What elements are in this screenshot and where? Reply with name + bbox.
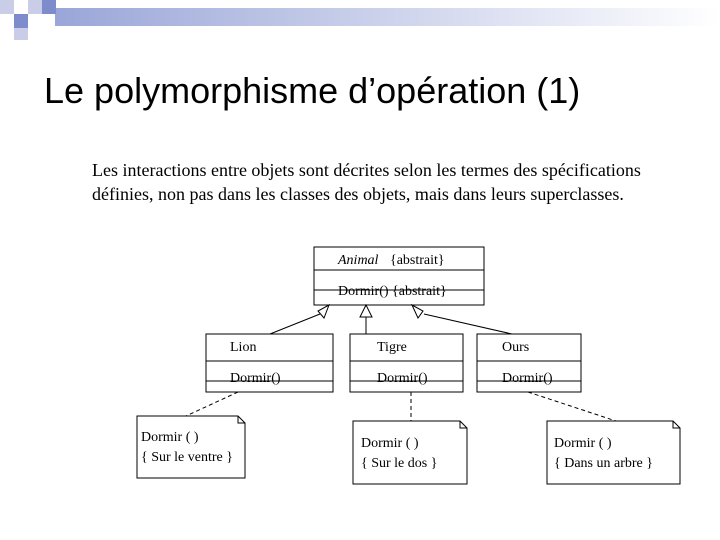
class-operation-tigre: Dormir(): [377, 371, 428, 386]
intro-line-2: définies, non pas dans les classes des objets, mais dans leurs superclasses.: [92, 184, 624, 204]
note-tigre-line-2: { Sur le dos }: [361, 456, 438, 471]
note-box-lion: [137, 416, 245, 478]
inheritance-line-ours: [424, 314, 512, 334]
class-operation-lion: Dormir(): [230, 371, 281, 386]
note-box-ours: [547, 421, 680, 484]
class-name-lion: Lion: [230, 340, 257, 355]
note-tigre-line-1: Dormir ( ): [361, 436, 419, 451]
note-connector-lion: [186, 392, 238, 416]
note-lion-line-2: { Sur le ventre }: [141, 450, 233, 465]
class-operation-animal: Dormir() {abstrait}: [338, 284, 447, 299]
class-name-tigre: Tigre: [377, 340, 407, 355]
note-box-tigre: [353, 421, 467, 484]
inheritance-arrow-icon: [360, 305, 372, 317]
note-ours-line-2: { Dans un arbre }: [554, 456, 653, 471]
inheritance-line-lion: [270, 314, 320, 334]
class-operation-ours: Dormir(): [502, 371, 553, 386]
class-name-ours: Ours: [502, 340, 530, 355]
slide-title: Le polymorphisme d’opération (1): [44, 70, 581, 111]
note-ours-line-1: Dormir ( ): [554, 436, 612, 451]
class-stereotype-animal: {abstrait}: [390, 253, 445, 268]
note-connector-ours: [528, 392, 616, 421]
intro-line-1: Les interactions entre objets sont décrites selon les termes des spécifications: [92, 160, 641, 180]
class-name-animal: Animal: [338, 253, 379, 268]
note-lion-line-1: Dormir ( ): [141, 430, 199, 445]
inheritance-arrow-icon: [412, 305, 423, 318]
inheritance-arrow-icon: [318, 305, 329, 318]
